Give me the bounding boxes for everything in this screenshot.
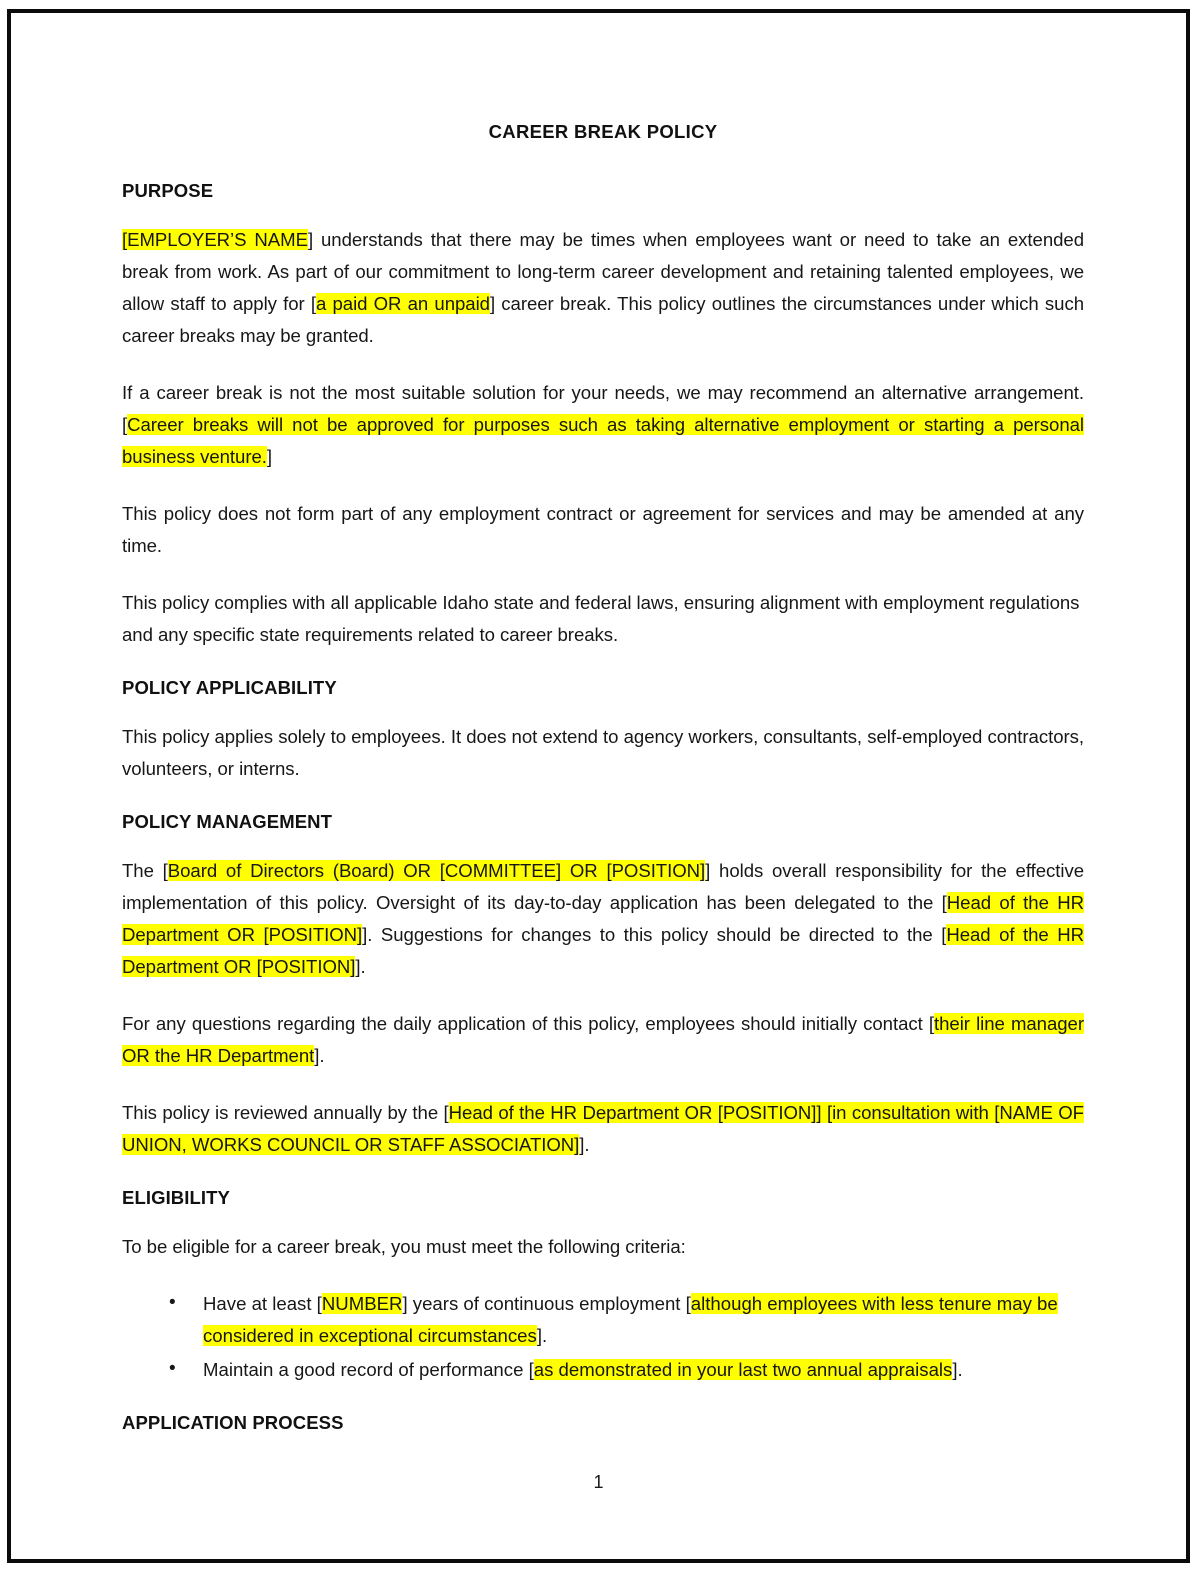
purpose-paragraph-3: This policy does not form part of any employment contract or agreement for services and may be amended at any time. (122, 503, 1084, 557)
highlight-paid-or-unpaid: a paid OR an unpaid (315, 293, 490, 315)
highlight-number-years: NUMBER (321, 1293, 403, 1314)
purpose-p1-mid: ] understands that there may be times when employees want or need to take an extended break from work. As part of our commitment to long-term career development and retaining talented employees, we allow staff to apply for [ (122, 229, 1084, 315)
page-number: 1 (593, 1472, 604, 1492)
pm-p1-mid1: ] holds overall responsibility for the effective implementation of this policy. Oversight of its day-to-day application has been delegated to the [ (122, 860, 1084, 914)
heading-eligibility: ELIGIBILITY (122, 1186, 230, 1208)
bullet-2-tail: ]. (952, 1358, 963, 1380)
highlight-not-approved-purposes: Career breaks will not be approved for purposes such as taking alternative employment or starting a personal business venture. (122, 414, 1084, 468)
document-page-border (7, 9, 1190, 1563)
purpose-p2-lead: If a career break is not the most suitable solution for your needs, we may recommend an alternative arrangement. [ (122, 382, 1084, 436)
heading-application-process: APPLICATION PROCESS (122, 1411, 344, 1433)
pm-p1-mid2: ]. Suggestions for changes to this policy should be directed to the [ (362, 924, 947, 946)
content-spacer (122, 1456, 1084, 1457)
purpose-paragraph-2 (122, 377, 1084, 473)
eligibility-criteria-list (122, 1288, 1084, 1386)
policy-management-paragraph-2 (122, 1008, 1084, 1072)
document-content (122, 121, 1084, 1457)
pm-p3-tail: ]. (579, 1133, 590, 1155)
purpose-p1-tail: ] career break. This policy outlines the circumstances under which such career breaks may be granted. (122, 293, 1084, 347)
pm-p1-lead: The [ (122, 860, 168, 882)
highlight-head-of-hr-1: Head of the HR Department OR [POSITION] (122, 892, 1084, 946)
purpose-p2-tail: ] (266, 446, 273, 468)
highlight-annual-review-owner: Head of the HR Department OR [POSITION]] [in consultation with [NAME OF UNION, WORKS COUNCIL OR STAFF ASSOCIATION] (122, 1101, 1084, 1155)
heading-policy-management: POLICY MANAGEMENT (122, 811, 333, 833)
document-page (11, 13, 1186, 1559)
policy-management-paragraph-3 (122, 1097, 1084, 1161)
highlight-board-of-directors: Board of Directors (Board) OR [COMMITTEE] OR [POSITION] (167, 860, 706, 882)
policy-applicability-paragraph-1: This policy applies solely to employees. It does not extend to agency workers, consultants, self-employed contractors, volunteers, or interns. (122, 726, 1084, 780)
purpose-paragraph-1 (122, 224, 1084, 352)
pm-p3-lead: This policy is reviewed annually by the [ (122, 1101, 449, 1123)
heading-purpose: PURPOSE (122, 180, 214, 202)
list-item (169, 1288, 1084, 1352)
bullet-2-lead: Maintain a good record of performance [ (203, 1358, 534, 1380)
bullet-1-mid: ] years of continuous employment [ (402, 1293, 691, 1314)
heading-policy-applicability: POLICY APPLICABILITY (122, 676, 337, 698)
policy-management-paragraph-1 (122, 855, 1084, 983)
pm-p1-tail: ]. (355, 956, 366, 978)
highlight-line-manager-or-hr: their line manager OR the HR Department (122, 1013, 1084, 1066)
highlight-less-tenure-exception: although employees with less tenure may be considered in exceptional circumstances (203, 1293, 1058, 1346)
highlight-employer-name: [EMPLOYER’S NAME (122, 229, 308, 251)
highlight-head-of-hr-2: Head of the HR Department OR [POSITION] (122, 924, 1084, 978)
page-title: CAREER BREAK POLICY (488, 121, 718, 142)
bullet-1-tail: ]. (536, 1324, 548, 1346)
list-item (169, 1354, 1084, 1386)
purpose-paragraph-4: This policy complies with all applicable Idaho state and federal laws, ensuring alignment with employment regulations and any specific state requirements related to career breaks. (122, 592, 1080, 645)
bullet-1-lead: Have at least [ (203, 1293, 322, 1314)
highlight-annual-appraisals: as demonstrated in your last two annual appraisals (533, 1358, 953, 1380)
eligibility-intro: To be eligible for a career break, you must meet the following criteria: (122, 1236, 686, 1258)
pm-p2-tail: ]. (314, 1045, 325, 1066)
pm-p2-lead: For any questions regarding the daily application of this policy, employees should initially contact [ (122, 1013, 934, 1035)
